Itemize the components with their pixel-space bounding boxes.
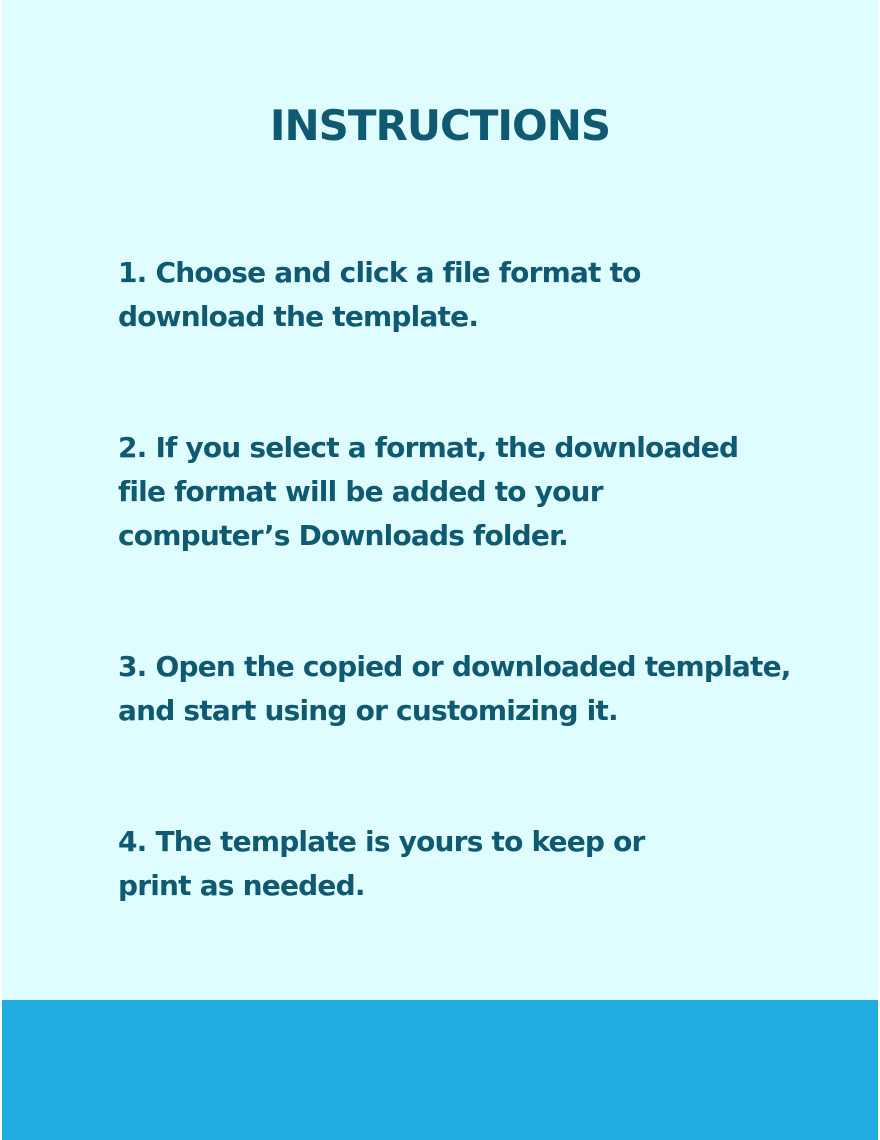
instruction-step-2 [118, 426, 738, 558]
step-4-line-2: print as needed. [118, 869, 365, 902]
instruction-step-4 [118, 820, 645, 908]
step-3-line-1: 3. Open the copied or downloaded template, [118, 650, 791, 683]
instruction-step-1 [118, 251, 641, 339]
instruction-step-3 [118, 645, 791, 733]
step-4-line-1: 4. The template is yours to keep or [118, 825, 645, 858]
page-title: INSTRUCTIONS [269, 101, 611, 150]
step-1-line-1: 1. Choose and click a file format to [118, 256, 641, 289]
step-2-line-2: file format will be added to your [118, 475, 603, 508]
step-2-line-3: computer’s Downloads folder. [118, 519, 568, 552]
step-3-line-2: and start using or customizing it. [118, 694, 618, 727]
footer-color-band [2, 1000, 878, 1140]
instructions-page [2, 0, 878, 1140]
step-2-line-1: 2. If you select a format, the downloaded [118, 431, 739, 464]
step-1-line-2: download the template. [118, 300, 479, 333]
